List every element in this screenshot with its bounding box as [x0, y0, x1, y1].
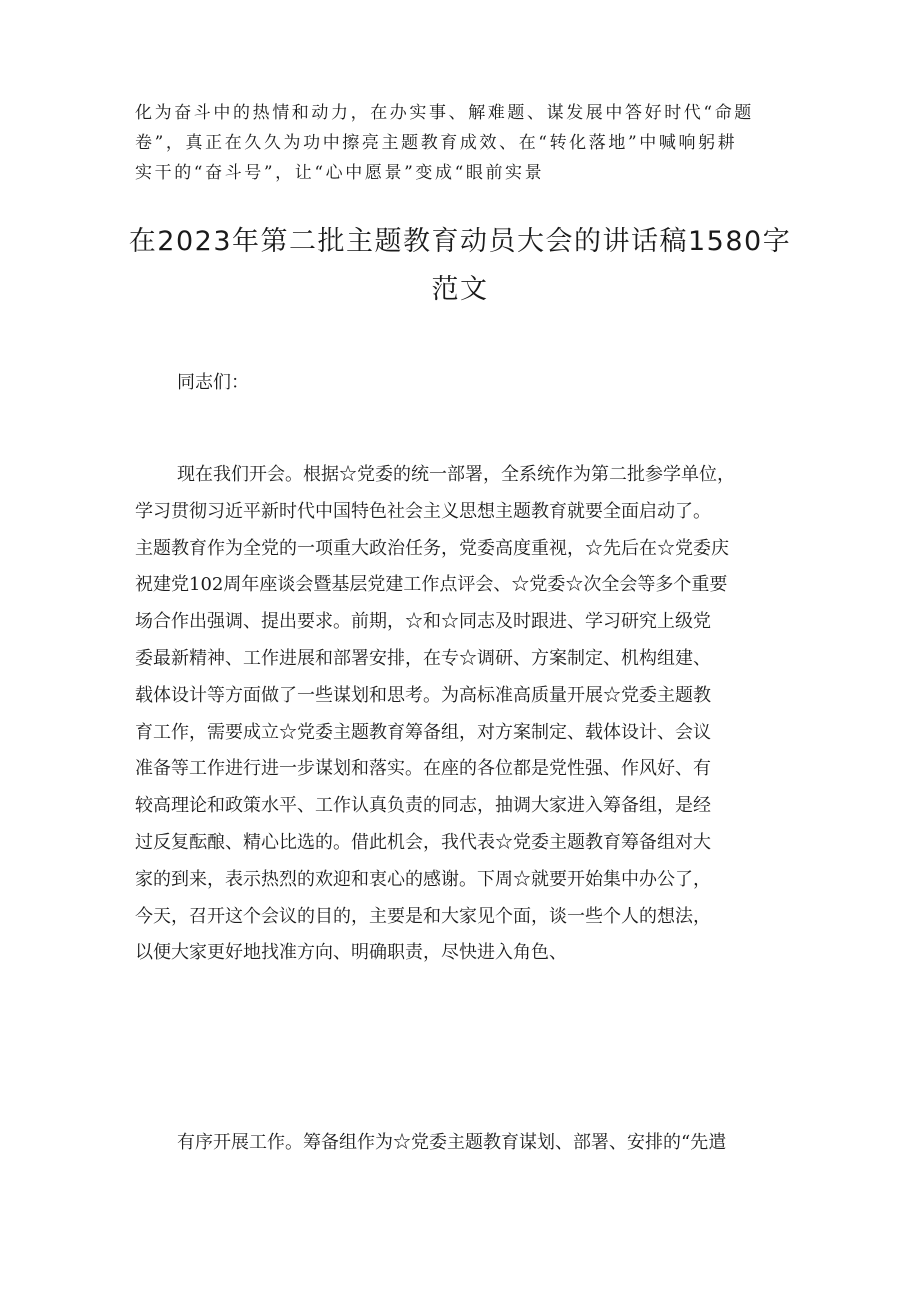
text-line: 以便大家更好地找准方向、明确职责，尽快进入角色、 — [135, 942, 567, 964]
last-paragraph: 有序开展工作。筹备组作为☆党委主题教育谋划、部署、安排的“先遣 — [177, 1132, 727, 1153]
text-line: 过反复酝酿、精心比选的。借此机会，我代表☆党委主题教育筹备组对大 — [135, 831, 711, 853]
text-line: 委最新精神、工作进展和部署安排，在专☆调研、方案制定、机构组建、 — [135, 647, 711, 669]
body-paragraph — [135, 457, 800, 972]
text-line: 化为奋斗中的热情和动力，在办实事、解难题、谋发展中答好时代“命题 — [135, 103, 754, 123]
text-line: 实干的“奋斗号”，让“心中愿景”变成“眼前实景 — [135, 163, 545, 183]
text-line: 育工作，需要成立☆党委主题教育筹备组，对方案制定、载体设计、会议 — [135, 721, 711, 743]
document-title — [100, 218, 820, 314]
text-line: 主题教育作为全党的一项重大政治任务，党委高度重视，☆先后在☆党委庆 — [135, 537, 729, 559]
text-line: 家的到来，表示热烈的欢迎和衷心的感谢。下周☆就要开始集中办公了， — [135, 868, 711, 890]
text-line: 场合作出强调、提出要求。前期，☆和☆同志及时跟进、学习研究上级党 — [135, 611, 711, 633]
title-line-1: 在2023年第二批主题教育动员大会的讲话稿1580字 — [128, 226, 792, 257]
text-line: 载体设计等方面做了一些谋划和思考。为高标准高质量开展☆党委主题教 — [135, 684, 711, 706]
text-line: 祝建党102周年座谈会暨基层党建工作点评会、☆党委☆次全会等多个重要 — [135, 574, 728, 596]
top-paragraph — [135, 98, 795, 188]
text-line: 现在我们开会。根据☆党委的统一部署，全系统作为第二批参学单位， — [177, 464, 735, 485]
text-line: 准备等工作进行进一步谋划和落实。在座的各位都是党性强、作风好、有 — [135, 758, 711, 780]
text-line: 今天，召开这个会议的目的，主要是和大家见个面，谈一些个人的想法， — [135, 905, 711, 927]
text-line: 学习贯彻习近平新时代中国特色社会主义思想主题教育就要全面启动了。 — [135, 500, 711, 522]
title-line-2: 范文 — [431, 274, 489, 305]
text-line: 较高理论和政策水平、工作认真负责的同志，抽调大家进入筹备组，是经 — [135, 795, 711, 817]
text-line: 卷”，真正在久久为功中擦亮主题教育成效、在“转化落地”中喊响躬耕 — [135, 133, 738, 153]
salutation: 同志们： — [177, 372, 249, 393]
